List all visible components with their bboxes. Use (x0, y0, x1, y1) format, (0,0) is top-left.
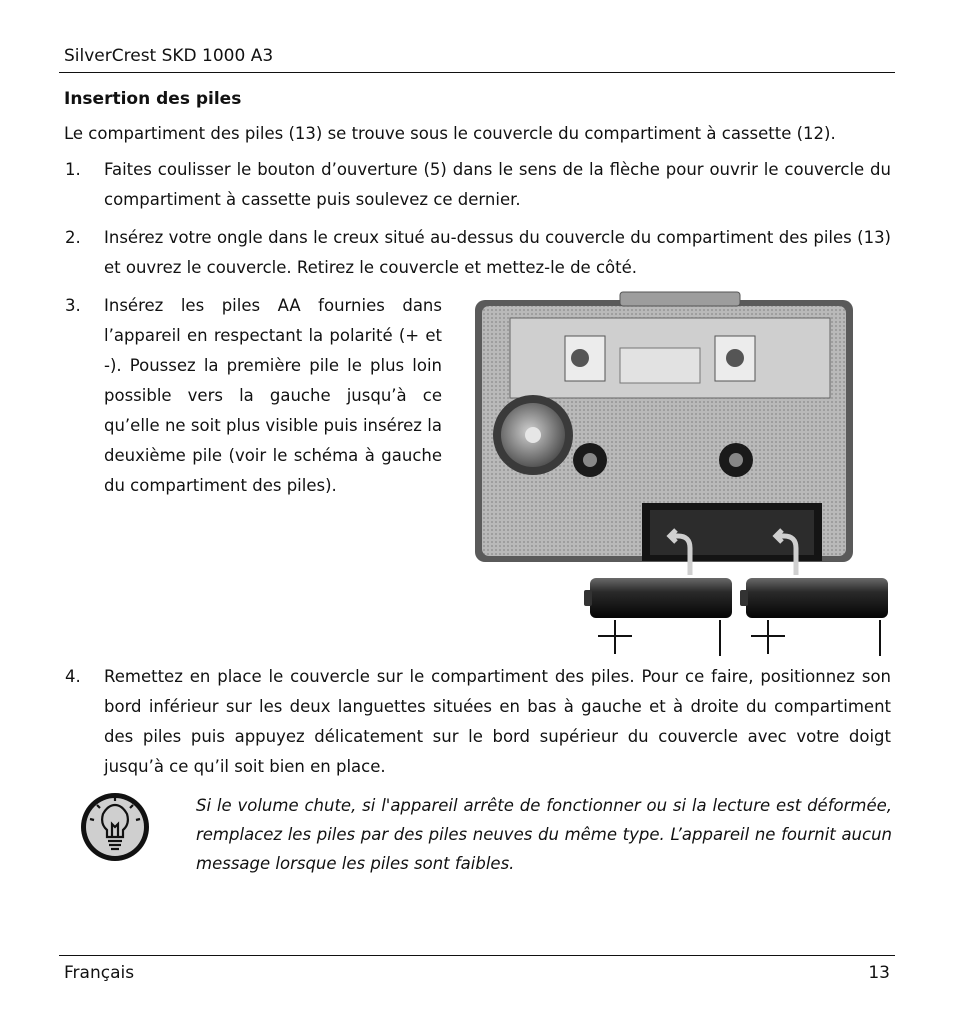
footer-rule (59, 955, 895, 956)
header-rule (59, 72, 895, 73)
polarity-marks (598, 620, 880, 656)
step-number: 2. (65, 228, 81, 247)
step-number: 4. (65, 667, 81, 686)
step-text: Remettez en place le couvercle sur le compartiment des piles. Pour ce faire, positionnez son bord inférieur sur les deux languettes situées en bas à gauche et à droite du compartiment des piles puis appuyez délicatement sur le bord supérieur du couvercle avec votre doigt jusqu’à ce qu’il soit bien en place. (104, 667, 891, 776)
lightbulb-icon (79, 791, 151, 863)
volume-knob (493, 395, 573, 475)
step-text: Insérez votre ongle dans le creux situé au-dessus du couvercle du compartiment des piles (13) et ouvrez le couvercle. Retirez le couvercle et mettez-le de côté. (104, 228, 891, 277)
step-text: Insérez les piles AA fournies dans l’appareil en respectant la polarité (+ et -). Poussez la première pile le plus loin possible vers la gauche jusqu’à ce qu’elle ne soit plus visible puis insérez la deuxième pile (voir le schéma à gauche du compartiment des piles). (104, 296, 442, 495)
page-number: 13 (868, 963, 890, 983)
battery-insertion-diagram (470, 288, 895, 658)
step-text: Faites coulisser le bouton d’ouverture (5) dans le sens de la flèche pour ouvrir le couvercle du compartiment à cassette puis soulevez ce dernier. (104, 160, 891, 209)
footer-language: Français (64, 963, 135, 983)
step-number: 3. (65, 296, 81, 315)
intro-paragraph: Le compartiment des piles (13) se trouve sous le couvercle du compartiment à cassette (12). (64, 124, 836, 143)
section-title: Insertion des piles (64, 89, 242, 109)
tip-text: Si le volume chute, si l'appareil arrête de fonctionner ou si la lecture est déformée, remplacez les piles par des piles neuves du même type. L’appareil ne fournit aucun message lorsque les piles sont faibles. (196, 796, 892, 873)
running-header: SilverCrest SKD 1000 A3 (64, 46, 274, 66)
battery-compartment (642, 503, 822, 575)
step-number: 1. (65, 160, 81, 179)
battery-icon (584, 578, 888, 618)
